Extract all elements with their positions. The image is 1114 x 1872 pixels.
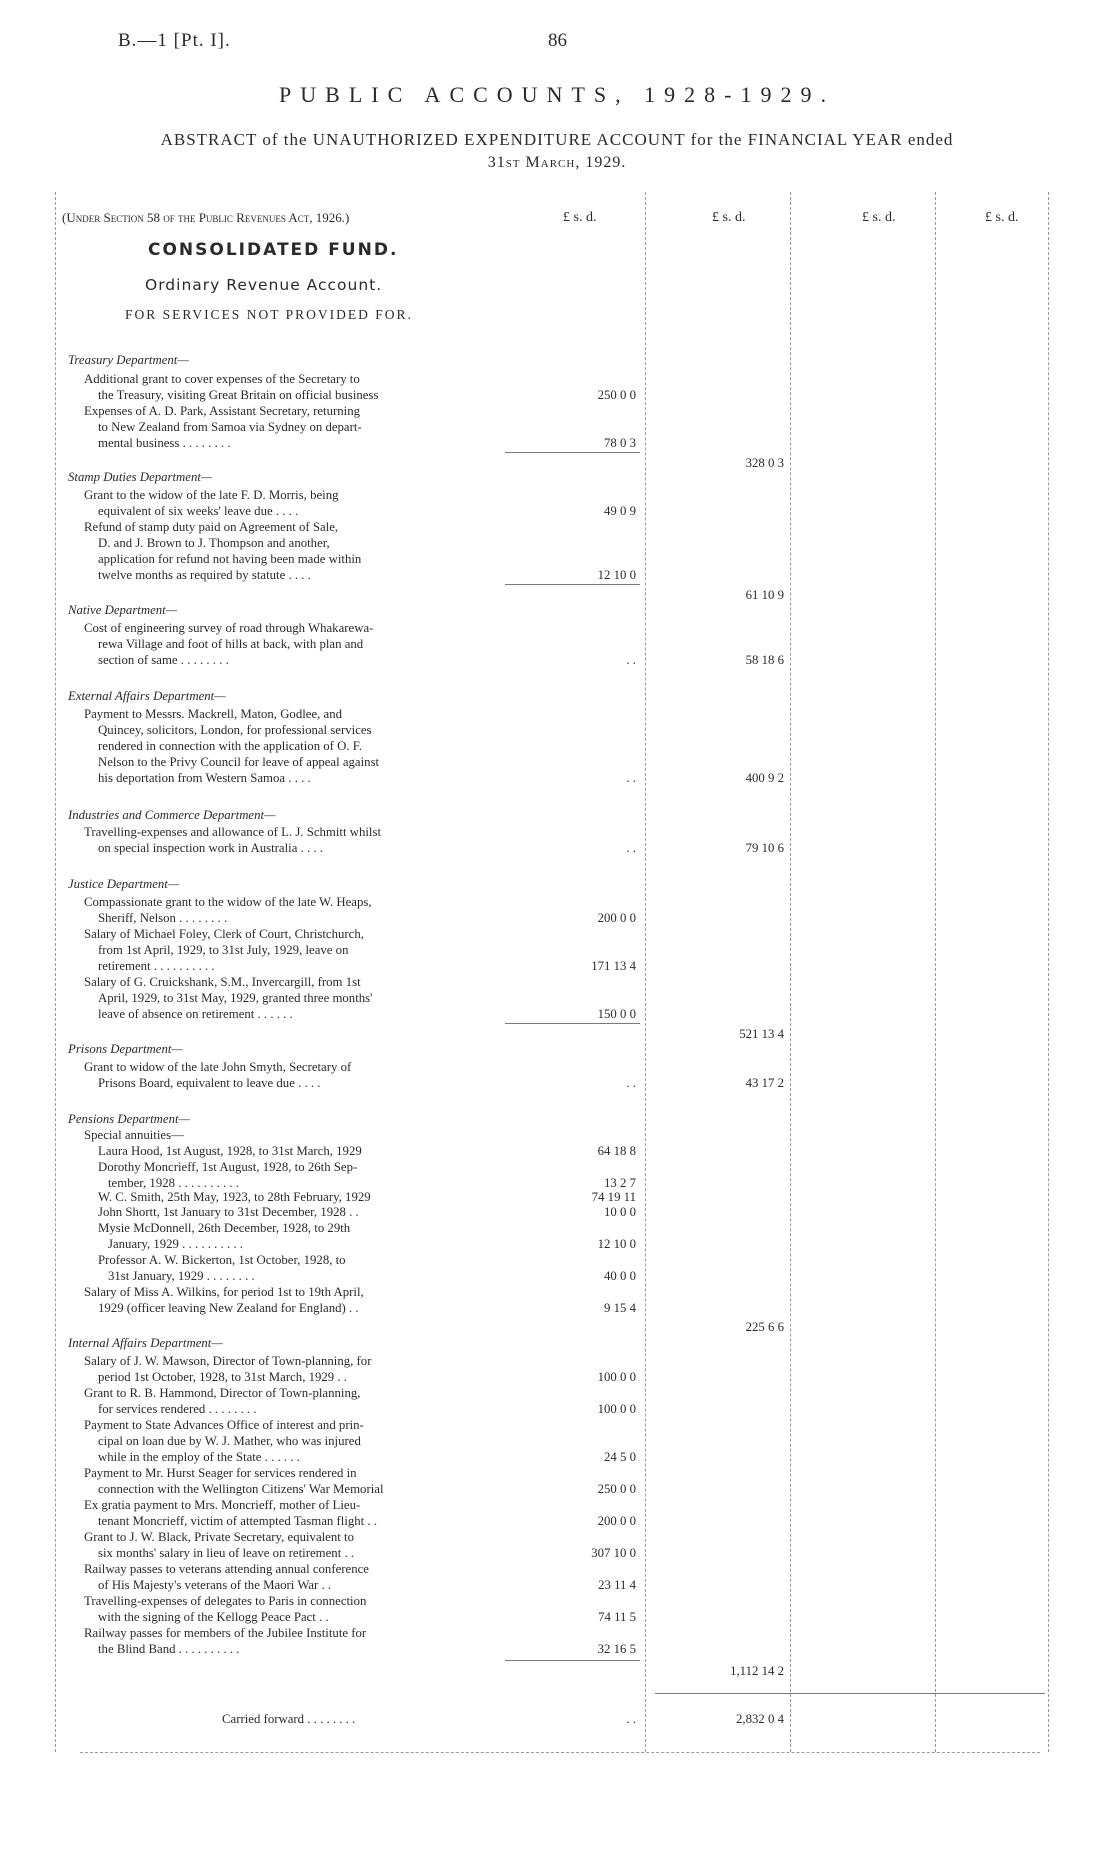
- item-description: Expenses of A. D. Park, Assistant Secretary, returning: [84, 404, 361, 418]
- section-heading-row: [0, 808, 1114, 823]
- column-header-1: £ s. d.: [563, 210, 597, 225]
- item-description: Railway passes for members of the Jubilee Institute for: [84, 1626, 367, 1640]
- amount-col1: 307 10 0: [591, 1546, 636, 1560]
- amount-col2: 225 6 6: [745, 1320, 784, 1334]
- table-row: [0, 1370, 1114, 1385]
- amount-col1: 32 16 5: [597, 1642, 636, 1656]
- table-row: [0, 504, 1114, 519]
- table-row: [0, 520, 1114, 535]
- item-description: Professor A. W. Bickerton, 1st October, 1928, to: [98, 1253, 346, 1267]
- amount-col2: 328 0 3: [745, 456, 784, 470]
- item-description: Special annuities—: [84, 1128, 184, 1142]
- table-row: [0, 943, 1114, 958]
- item-description: tenant Moncrieff, victim of attempted Tasman flight . .: [98, 1514, 378, 1528]
- table-row: [0, 1269, 1114, 1284]
- item-description: Quincey, solicitors, London, for professional services: [98, 723, 372, 737]
- table-row: [0, 1626, 1114, 1641]
- item-description: Railway passes to veterans attending annual conference: [84, 1562, 369, 1576]
- column-header-3: £ s. d.: [862, 210, 896, 225]
- amount-col1: 9 15 4: [604, 1301, 636, 1315]
- table-row: [0, 552, 1114, 567]
- table-row: [0, 388, 1114, 403]
- item-description: Salary of Michael Foley, Clerk of Court, Christchurch,: [84, 927, 364, 941]
- item-description: mental business . . . . . . . .: [98, 436, 231, 450]
- amount-col1: 64 18 8: [597, 1144, 636, 1158]
- section-heading-row: [0, 1112, 1114, 1127]
- table-row: [0, 927, 1114, 942]
- department-name: External Affairs Department—: [68, 689, 226, 703]
- account-heading: Ordinary Revenue Account.: [145, 276, 383, 294]
- table-row: [0, 975, 1114, 990]
- department-name: Native Department—: [68, 603, 178, 617]
- item-description: John Shortt, 1st January to 31st December, 1928 . .: [98, 1205, 359, 1219]
- amount-col1: 200 0 0: [597, 911, 636, 925]
- amount-col1: 23 11 4: [598, 1578, 636, 1592]
- table-row: [0, 825, 1114, 840]
- table-row: [0, 1546, 1114, 1561]
- item-description: rewa Village and foot of hills at back, with plan and: [98, 637, 364, 651]
- table-row: [0, 1221, 1114, 1236]
- item-description: 31st January, 1929 . . . . . . . .: [108, 1269, 255, 1283]
- page-title: PUBLIC ACCOUNTS, 1928-1929.: [279, 82, 835, 107]
- item-description: Payment to Mr. Hurst Seager for services rendered in: [84, 1466, 357, 1480]
- amount-col2: 400 9 2: [745, 771, 784, 785]
- table-row: [0, 1578, 1114, 1593]
- table-row: [0, 1253, 1114, 1268]
- item-description: Carried forward . . . . . . . .: [222, 1712, 356, 1726]
- item-description: Grant to J. W. Black, Private Secretary, equivalent to: [84, 1530, 354, 1544]
- amount-col2: 1,112 14 2: [730, 1664, 784, 1678]
- table-row: [0, 1160, 1114, 1175]
- table-row: [0, 1450, 1114, 1465]
- table-row: [0, 911, 1114, 926]
- table-row: [0, 723, 1114, 738]
- item-description: Prisons Board, equivalent to leave due . . . .: [98, 1076, 321, 1090]
- item-description: Payment to Messrs. Mackrell, Maton, Godlee, and: [84, 707, 343, 721]
- document-reference: B.—1 [Pt. I].: [118, 30, 231, 51]
- department-name: Industries and Commerce Department—: [68, 808, 276, 822]
- amount-col1: 100 0 0: [597, 1402, 636, 1416]
- item-description: Ex gratia payment to Mrs. Moncrieff, mother of Lieu-: [84, 1498, 361, 1512]
- table-row: [0, 771, 1114, 786]
- item-description: tember, 1928 . . . . . . . . . .: [108, 1176, 239, 1190]
- item-description: on special inspection work in Australia . . . .: [98, 841, 323, 855]
- item-description: Cost of engineering survey of road through Whakarewa-: [84, 621, 374, 635]
- section-heading-row: [0, 877, 1114, 892]
- amount-col1: 200 0 0: [597, 1514, 636, 1528]
- page-number: 86: [548, 30, 567, 51]
- fund-heading: CONSOLIDATED FUND.: [148, 240, 399, 260]
- table-row: [0, 1237, 1114, 1252]
- column-header-4: £ s. d.: [985, 210, 1019, 225]
- amount-col1: 74 11 5: [598, 1610, 636, 1624]
- amount-col1: 13 2 7: [604, 1176, 636, 1190]
- item-description: leave of absence on retirement . . . . . .: [98, 1007, 293, 1021]
- table-row: [0, 1664, 1114, 1679]
- table-row: [0, 1320, 1114, 1335]
- amount-col2: 79 10 6: [745, 841, 784, 855]
- authority-note: (Under Section 58 of the Public Revenues Act, 1926.): [62, 210, 350, 225]
- table-row: [0, 1434, 1114, 1449]
- table-row: [0, 1466, 1114, 1481]
- item-description: Laura Hood, 1st August, 1928, to 31st March, 1929: [98, 1144, 362, 1158]
- item-description: Salary of G. Cruickshank, S.M., Invercargill, from 1st: [84, 975, 361, 989]
- table-row: [0, 1482, 1114, 1497]
- item-description: Grant to R. B. Hammond, Director of Town-planning,: [84, 1386, 361, 1400]
- item-description: Travelling-expenses and allowance of L. J. Schmitt whilst: [84, 825, 382, 839]
- abstract-date: 31st March, 1929.: [487, 154, 627, 171]
- table-row: [0, 1514, 1114, 1529]
- item-description: Additional grant to cover expenses of the Secretary to: [84, 372, 360, 386]
- amount-col1: . .: [626, 841, 636, 855]
- item-description: Salary of J. W. Mawson, Director of Town-planning, for: [84, 1354, 372, 1368]
- table-row: [0, 1176, 1114, 1191]
- table-row: [0, 1190, 1114, 1205]
- table-row: [0, 1418, 1114, 1433]
- item-description: connection with the Wellington Citizens' War Memorial: [98, 1482, 384, 1496]
- table-row: [0, 739, 1114, 754]
- table-row: [0, 420, 1114, 435]
- section-heading-row: [0, 689, 1114, 704]
- item-description: section of same . . . . . . . .: [98, 653, 229, 667]
- table-row: [0, 488, 1114, 503]
- table-row: [0, 1610, 1114, 1625]
- amount-col1: . .: [626, 1712, 636, 1726]
- table-row: [0, 621, 1114, 636]
- amount-col1: 250 0 0: [597, 388, 636, 402]
- item-description: W. C. Smith, 25th May, 1923, to 28th February, 1929: [98, 1190, 371, 1204]
- table-row: [0, 637, 1114, 652]
- item-description: retirement . . . . . . . . . .: [98, 959, 215, 973]
- item-description: six months' salary in lieu of leave on retirement . .: [98, 1546, 355, 1560]
- table-row: [0, 1402, 1114, 1417]
- amount-col2: 61 10 9: [745, 588, 784, 602]
- amount-col1: 78 0 3: [604, 436, 636, 450]
- item-description: Travelling-expenses of delegates to Paris in connection: [84, 1594, 367, 1608]
- department-name: Internal Affairs Department—: [68, 1336, 223, 1350]
- section-heading-row: [0, 1336, 1114, 1351]
- table-row: [0, 372, 1114, 387]
- table-row: [0, 1498, 1114, 1513]
- table-row: [0, 1027, 1114, 1042]
- department-name: Prisons Department—: [68, 1042, 183, 1056]
- services-heading: FOR SERVICES NOT PROVIDED FOR.: [125, 307, 413, 322]
- table-row: [0, 895, 1114, 910]
- amount-col1: 74 19 11: [591, 1190, 636, 1204]
- table-row: [0, 1144, 1114, 1159]
- table-row: [0, 959, 1114, 974]
- item-description: Salary of Miss A. Wilkins, for period 1st to 19th April,: [84, 1285, 364, 1299]
- table-row: [0, 1128, 1114, 1143]
- section-heading-row: [0, 603, 1114, 618]
- amount-col2: 2,832 0 4: [736, 1712, 784, 1726]
- table-row: [0, 1285, 1114, 1300]
- item-description: of His Majesty's veterans of the Maori War . .: [98, 1578, 332, 1592]
- table-row: [0, 1386, 1114, 1401]
- item-description: application for refund not having been made within: [98, 552, 362, 566]
- item-description: equivalent of six weeks' leave due . . . .: [98, 504, 299, 518]
- item-description: with the signing of the Kellogg Peace Pact . .: [98, 1610, 329, 1624]
- item-description: Dorothy Moncrieff, 1st August, 1928, to 26th Sep-: [98, 1160, 358, 1174]
- item-description: Grant to widow of the late John Smyth, Secretary of: [84, 1060, 352, 1074]
- table-row: [0, 436, 1114, 451]
- item-description: period 1st October, 1928, to 31st March, 1929 . .: [98, 1370, 347, 1384]
- item-description: rendered in connection with the application of O. F.: [98, 739, 363, 753]
- section-heading-row: [0, 470, 1114, 485]
- item-description: Refund of stamp duty paid on Agreement of Sale,: [84, 520, 339, 534]
- amount-col1: 10 0 0: [604, 1205, 636, 1219]
- amount-col1: 250 0 0: [597, 1482, 636, 1496]
- item-description: January, 1929 . . . . . . . . . .: [108, 1237, 243, 1251]
- item-description: Grant to the widow of the late F. D. Morris, being: [84, 488, 339, 502]
- amount-col2: 521 13 4: [739, 1027, 784, 1041]
- item-description: 1929 (officer leaving New Zealand for England) . .: [98, 1301, 359, 1315]
- table-row: [0, 568, 1114, 583]
- carried-forward-row: [0, 1712, 1114, 1727]
- table-row: [0, 1642, 1114, 1657]
- item-description: Compassionate grant to the widow of the late W. Heaps,: [84, 895, 372, 909]
- item-description: D. and J. Brown to J. Thompson and another,: [98, 536, 330, 550]
- table-row: [0, 653, 1114, 668]
- item-description: cipal on loan due by W. J. Mather, who was injured: [98, 1434, 361, 1448]
- table-row: [0, 991, 1114, 1006]
- amount-col1: 24 5 0: [604, 1450, 636, 1464]
- amount-col1: 100 0 0: [597, 1370, 636, 1384]
- table-row: [0, 1060, 1114, 1075]
- department-name: Treasury Department—: [68, 353, 189, 367]
- amount-col1: 12 10 0: [597, 568, 636, 582]
- table-row: [0, 404, 1114, 419]
- item-description: the Blind Band . . . . . . . . . .: [98, 1642, 240, 1656]
- amount-col1: 49 0 9: [604, 504, 636, 518]
- item-description: Sheriff, Nelson . . . . . . . .: [98, 911, 228, 925]
- amount-col1: 40 0 0: [604, 1269, 636, 1283]
- item-description: from 1st April, 1929, to 31st July, 1929, leave on: [98, 943, 349, 957]
- table-row: [0, 456, 1114, 471]
- table-row: [0, 1530, 1114, 1545]
- amount-col1: 150 0 0: [597, 1007, 636, 1021]
- amount-col1: . .: [626, 653, 636, 667]
- table-row: [0, 1007, 1114, 1022]
- column-header-2: £ s. d.: [712, 210, 746, 225]
- department-name: Justice Department—: [68, 877, 180, 891]
- amount-col2: 43 17 2: [745, 1076, 784, 1090]
- abstract-title: ABSTRACT of the UNAUTHORIZED EXPENDITURE ACCOUNT for the FINANCIAL YEAR ended: [160, 130, 954, 149]
- table-row: [0, 707, 1114, 722]
- table-row: [0, 1205, 1114, 1220]
- item-description: while in the employ of the State . . . . . .: [98, 1450, 300, 1464]
- item-description: Nelson to the Privy Council for leave of appeal against: [98, 755, 380, 769]
- amount-col1: 171 13 4: [591, 959, 636, 973]
- amount-col1: . .: [626, 1076, 636, 1090]
- table-row: [0, 841, 1114, 856]
- amount-col1: 12 10 0: [597, 1237, 636, 1251]
- item-description: to New Zealand from Samoa via Sydney on depart-: [98, 420, 362, 434]
- table-row: [0, 1594, 1114, 1609]
- item-description: April, 1929, to 31st May, 1929, granted three months': [98, 991, 373, 1005]
- item-description: his deportation from Western Samoa . . . .: [98, 771, 311, 785]
- table-row: [0, 536, 1114, 551]
- table-row: [0, 1301, 1114, 1316]
- department-name: Pensions Department—: [68, 1112, 190, 1126]
- section-heading-row: [0, 353, 1114, 368]
- item-description: twelve months as required by statute . . . .: [98, 568, 311, 582]
- amount-col2: 58 18 6: [745, 653, 784, 667]
- amount-col1: . .: [626, 771, 636, 785]
- item-description: Mysie McDonnell, 26th December, 1928, to 29th: [98, 1221, 351, 1235]
- table-row: [0, 588, 1114, 603]
- item-description: for services rendered . . . . . . . .: [98, 1402, 257, 1416]
- item-description: the Treasury, visiting Great Britain on official business: [98, 388, 379, 402]
- item-description: Payment to State Advances Office of interest and prin-: [84, 1418, 364, 1432]
- table-row: [0, 1076, 1114, 1091]
- table-row: [0, 755, 1114, 770]
- department-name: Stamp Duties Department—: [68, 470, 213, 484]
- table-row: [0, 1354, 1114, 1369]
- section-heading-row: [0, 1042, 1114, 1057]
- table-row: [0, 1562, 1114, 1577]
